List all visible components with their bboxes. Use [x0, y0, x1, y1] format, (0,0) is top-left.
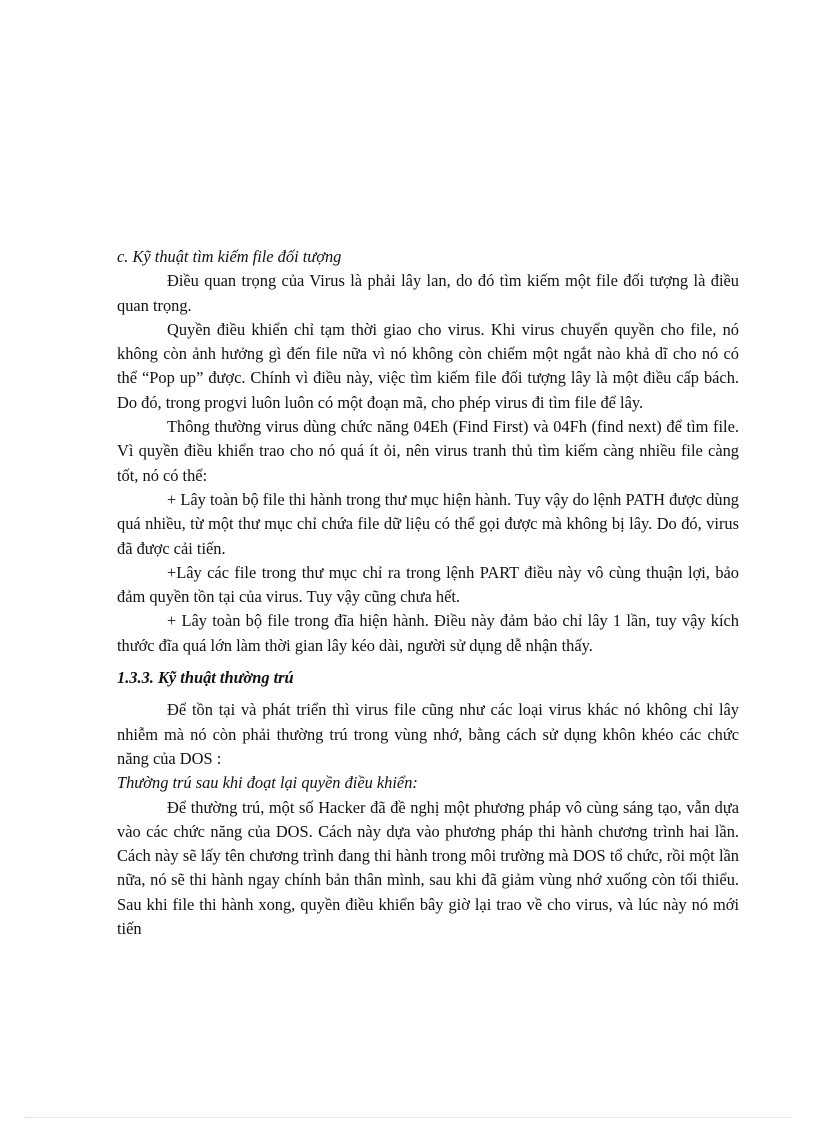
list-item: + Lây toàn bộ file thi hành trong thư mục hiện hành. Tuy vậy do lệnh PATH được dùng quá nhiều, từ một thư mục chỉ chứa file dữ liệu có thể gọi được mà không bị lây. Do đó, virus đã được cải tiến.: [117, 489, 739, 558]
paragraph: Điều quan trọng của Virus là phải lây lan, do đó tìm kiếm một file đối tượng là điều quan trọng.: [117, 271, 739, 315]
paragraph: Để tồn tại và phát triển thì virus file cũng như các loại virus khác nó không chỉ lây nhiễm mà nó còn phải thường trú trong vùng nhớ, bằng cách sử dụng khôn khéo các chức năng của DOS :: [117, 700, 739, 768]
list-item: + Lây toàn bộ file trong đĩa hiện hành. Điều này đảm bảo chỉ lây 1 lần, tuy vậy kích thước đĩa quá lớn làm thời gian lây kéo dài, người sử dụng dễ nhận thấy.: [117, 611, 739, 655]
subsection-title: Thường trú sau khi đoạt lại quyền điều khiển:: [117, 773, 418, 793]
section-c-title: c. Kỹ thuật tìm kiếm file đối tượng: [117, 247, 342, 266]
spacer: [117, 658, 739, 666]
spacer: [117, 690, 739, 698]
paragraph: Quyền điều khiển chỉ tạm thời giao cho virus. Khi virus chuyển quyền cho file, nó không còn ảnh hưởng gì đến file nữa vì nó không còn chiếm một ngắt nào khả dĩ cho nó có thể “Pop up” được. Chính vì điều này, việc tìm kiếm file đối tượng lây là một điều cấp bách. Do đó, trong progvi luôn luôn có một đoạn mã, cho phép virus đi tìm file để lây.: [117, 319, 739, 412]
document-page: [117, 245, 739, 941]
paragraph: Để thường trú, một số Hacker đã đề nghị một phương pháp vô cùng sáng tạo, vẫn dựa vào các chức năng của DOS. Cách này dựa vào phương pháp thi hành chương trình hai lần. Cách này sẽ lấy tên chương trình đang thi hành trong môi trường mà DOS tổ chức, rồi một lần nữa, nó sẽ thi hành ngay chính bản thân mình, sau khi đã giảm vùng nhớ xuống còn tối thiểu. Sau khi file thi hành xong, quyền điều khiển bây giờ lại trao về cho virus, và lúc này nó mới tiến: [117, 797, 739, 939]
list-item: +Lây các file trong thư mục chỉ ra trong lệnh PART điều này vô cùng thuận lợi, bảo đảm quyền tồn tại của virus. Tuy vậy cũng chưa hết.: [117, 562, 739, 607]
section-heading: 1.3.3. Kỹ thuật thường trú: [117, 668, 294, 688]
paragraph: Thông thường virus dùng chức năng 04Eh (Find First) và 04Fh (find next) để tìm file. Vì quyền điều khiển trao cho nó quá ít ỏi, nên virus tranh thủ tìm kiếm càng nhiều file càng tốt, nó có thể:: [117, 417, 739, 485]
footer-divider: [24, 1117, 792, 1118]
